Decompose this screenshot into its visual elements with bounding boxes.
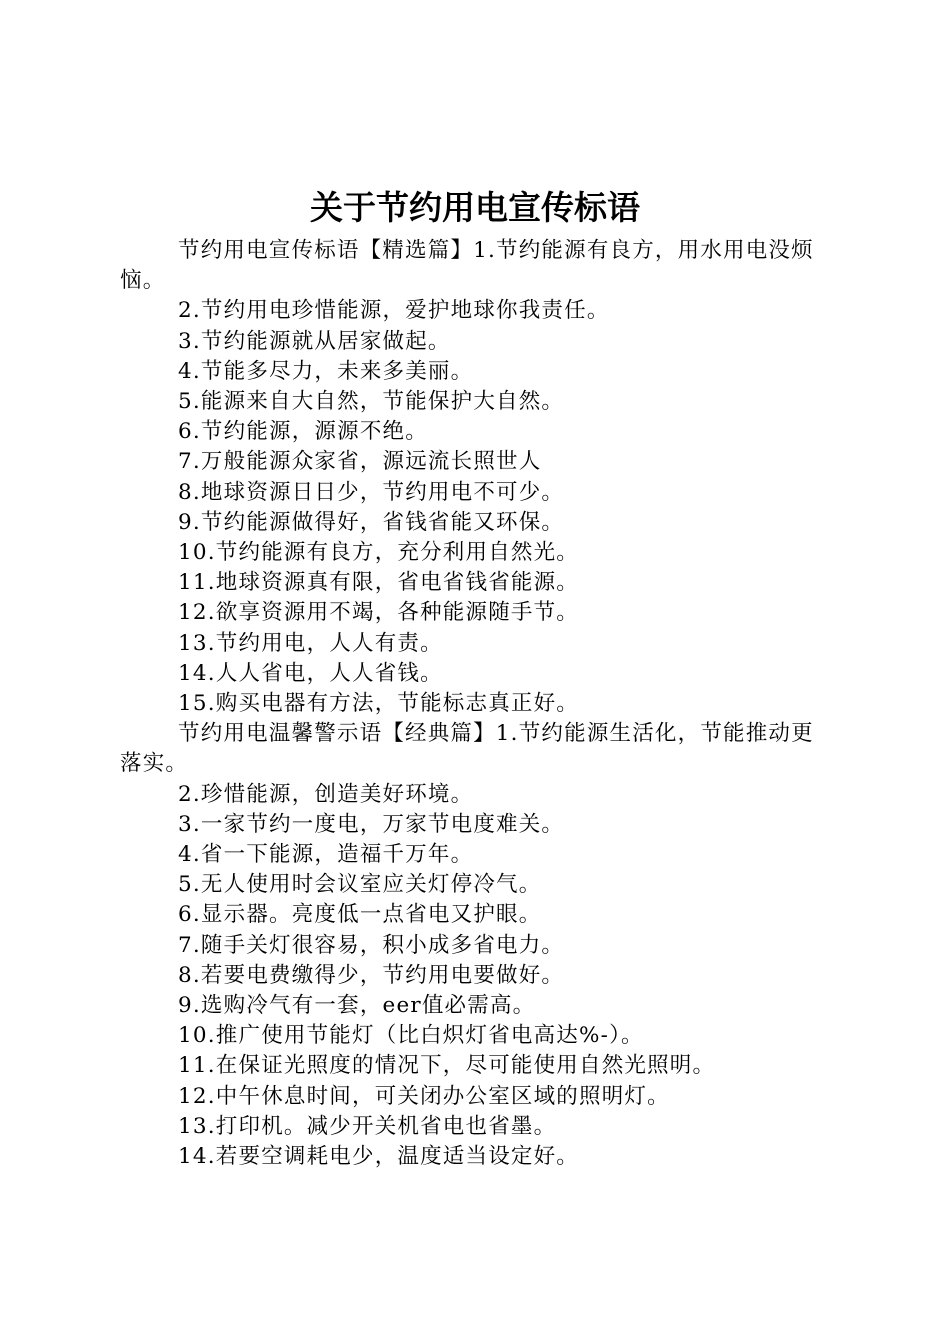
list-item: 4.省一下能源，造福千万年。: [178, 842, 474, 868]
list-item: 2.珍惜能源，创造美好环境。: [178, 781, 474, 807]
list-item: 5.无人使用时会议室应关灯停冷气。: [178, 872, 542, 898]
list-item: 13.打印机。减少开关机省电也省墨。: [178, 1113, 557, 1139]
list-item: 3.一家节约一度电，万家节电度难关。: [178, 811, 565, 837]
list-item: 8.地球资源日日少，节约用电不可少。: [178, 479, 565, 505]
list-item: 8.若要电费缴得少，节约用电要做好。: [178, 962, 565, 988]
list-item: 11.在保证光照度的情况下，尽可能使用自然光照明。: [178, 1053, 716, 1079]
list-item: 14.人人省电，人人省钱。: [178, 660, 443, 686]
list-item: 6.显示器。亮度低一点省电又护眼。: [178, 902, 542, 928]
list-item: 12.欲享资源用不竭，各种能源随手节。: [178, 600, 579, 626]
list-item: 2.节约用电珍惜能源，爱护地球你我责任。: [178, 298, 610, 324]
list-item: 15.购买电器有方法，节能标志真正好。: [178, 691, 579, 717]
list-item: 4.节能多尽力，未来多美丽。: [178, 358, 474, 384]
list-item: 3.节约能源就从居家做起。: [178, 328, 451, 354]
list-item: 7.万般能源众家省，源远流长照世人: [178, 449, 542, 475]
list-item: 7.随手关灯很容易，积小成多省电力。: [178, 932, 565, 958]
list-item: 5.能源来自大自然，节能保护大自然。: [178, 389, 565, 415]
list-item: 11.地球资源真有限，省电省钱省能源。: [178, 570, 579, 596]
list-item: 10.节约能源有良方，充分利用自然光。: [178, 540, 579, 566]
document-body: [120, 236, 832, 1172]
page-title: 关于节约用电宣传标语: [310, 188, 640, 227]
list-item: 6.节约能源，源源不绝。: [178, 419, 428, 445]
section1-intro: 节约用电宣传标语【精选篇】1.节约能源有良方，用水用电没烦恼。: [120, 238, 814, 294]
section2-intro: 节约用电温馨警示语【经典篇】1.节约能源生活化，节能推动更落实。: [120, 721, 814, 777]
list-item: 10.推广使用节能灯（比白炽灯省电高达%-）。: [178, 1023, 644, 1049]
list-item: 9.选购冷气有一套，eer值必需高。: [178, 993, 536, 1019]
list-item: 14.若要空调耗电少，温度适当设定好。: [178, 1144, 579, 1170]
list-item: 12.中午休息时间，可关闭办公室区域的照明灯。: [178, 1083, 670, 1109]
list-item: 9.节约能源做得好，省钱省能又环保。: [178, 509, 565, 535]
list-item: 13.节约用电，人人有责。: [178, 630, 443, 656]
